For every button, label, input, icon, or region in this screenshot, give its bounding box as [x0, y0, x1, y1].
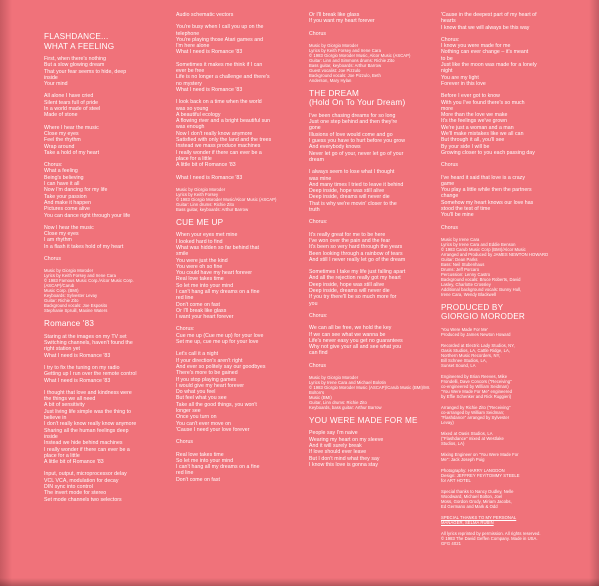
lyrics-column-1: [44, 32, 164, 509]
lyric-stanza: You're busy when I call you up on the telephone You're playing those Atari games and I'm here alone What I need is Romance '83: [176, 24, 264, 56]
lyric-stanza: Or I'll break like glass If you want my heart forever: [309, 12, 375, 25]
lyric-stanza: Audio schematic vectors: [176, 12, 234, 18]
lyric-stanza: Sometimes I take my life just falling apart And all the rejection really got my heart Deep inside, hope was still alive Deep inside, dreams will never die If you try there'll be so much more for you: [309, 269, 406, 307]
song-title: THE DREAM (Hold On To Your Dream): [309, 88, 406, 108]
lyric-stanza: Before I ever got to know With you I've found there's so much more More than the love we make It's the feelings we've grown We're just a woman and a man We'll make mistakes like we all can But through it all, you'll see By your side I will be Growing closer to you each passing day: [441, 93, 535, 156]
lyric-stanza: Staring at the images on my TV set Switching channels, haven't found the right station yet What I need is Romance '83: [44, 333, 133, 359]
lyric-stanza: We can all be free, we hold the key If we can see what we wanna be Life's never easy you get no guarantees Why not give your all and see what you can find: [309, 325, 403, 357]
lyrics-column-3: [309, 12, 434, 474]
lyric-stanza: I always seem to lose what I thought was mine And many times I tried to leave it behind Deep inside, hope was still alive Deep inside, dreams will never die That is why we're movin' closer to the truth: [309, 169, 404, 214]
lyric-stanza: People say I'm naive Wearing my heart on my sleeve And it will surely break If love should ever leave But I don't mind what they say I know this love is gonna stay: [309, 430, 384, 468]
song-credits: All lyrics reprinted by permission. All rights reserved. © 1983 The David Geffen Company. Made in USA. GFG 4021: [441, 530, 541, 546]
lyric-stanza: 'Cause in the deepest part of my heart of hearts I know that we will always be this way: [441, 12, 537, 31]
song-credits: Mixing Engineer on "You Were Made For Me": Jack Joseph Puig: [441, 451, 519, 462]
lyric-stanza: Chorus: Cue me up (Cue me up) for your love Set me up, cue me up for your love: [176, 326, 264, 346]
lyric-stanza: Chorus: [309, 30, 327, 37]
lyric-stanza: Chorus:: [309, 219, 328, 226]
song-credits: Music by Giorgio Moroder Lyrics by Keith Forsey © 1983 Giorgio Moroder Music/Alcor Music (ASCAP) Guitar: Linn drums: Richie Zito Bass guitar, keyboards: Arthur Barrow: [176, 186, 277, 212]
lyric-stanza: I look back on a time when the world was so young A beautiful ecology A flowing river and a bright beautiful sun was enough Now I don't really know anymore Satisfied with only the land and the trees Instead we mass produce machines I really wonder if there can ever be a place for a little A little bit of Romance '83: [176, 99, 272, 169]
lyric-stanza: I thought that love and kindness were the things we all need A bit of sensitivity Just living life simple was the thing to believe in I don't really know really know anymore Sharing all the human feelings deep inside Instead we hide behind machines I really wonder if there can ever be a place for a little A little bit of Romance '83: [44, 389, 137, 466]
lyric-stanza: What I need is Romance '83: [176, 174, 243, 181]
song-credits: Special thanks to Nancy Dudley, Nelle Woodward, Michael Bolton, Joel Moss, Gordon Grody, Miriam Jacobs, Ed Germano and Mark & Odd: [441, 488, 514, 509]
song-title: Romance '83: [44, 319, 95, 329]
song-credits: Arranged by Richie Zito ("Receiving" co-arranged by William Seidman; "Flashdance" arranged by Sylvester Levay): [441, 404, 511, 425]
special-thanks: SPECIAL THANKS TO MY PERSONAL MANAGER, SELMA RUBIN: [441, 514, 517, 525]
bottom-edge-shadow: [0, 578, 599, 586]
lyric-stanza: Chorus: [44, 256, 62, 263]
song-credits: Photography: HARRY LANGDON Design: JEFFREY FEY/TOMMY STEELE for ART HOTEL: [441, 467, 520, 483]
song-credits: 'You Were Made For Me' Produced by James Newton Howard: [441, 326, 511, 337]
lyric-stanza: Let's call it a night If your direction's aren't right And ever so politely say our goodbyes There's more to be gained If you stop playing games I would give my heart forever Do what you feel But feel what you see Take all the good things, you won't longer see Once you turn on You can't ever move on 'Cause I need your love forever: [176, 351, 266, 433]
song-credits: Recorded at Electric Lady Studios, NY, Oasis Studios, LA, Cattle Ridge, LA, Northern Music Recorders, NY, Bill Schnee Studios, LA, Sunset Sound, LA: [441, 342, 515, 368]
lyric-stanza: Chorus:: [309, 312, 328, 319]
song-credits: Music by Giorgio Moroder Lyrics by Keith Forsey and Irene Cara © 1983 Giorgio Moroder Music, Alcor Music (ASCAP) Guitar: Linn and Simmons drums: Richie Zito Bass guitar, keyboards: Arthur Barrow Guest vocalist: Joe Pizzulo Background vocals: Joe Pizzulo, Beth Anderson, Mary Hylan: [309, 42, 411, 83]
song-title: FLASHDANCE... WHAT A FEELING: [44, 32, 115, 51]
lyric-stanza: Chorus: I know you were made for me Nothing can ever change – it's meant to be Just like the moon was made for a lonely night You are my light Forever in this love: [441, 36, 537, 87]
song-title: PRODUCED BY GIORGIO MORODER: [441, 302, 525, 322]
song-credits: Mixed at Oasis Studios, LA ("Flashdance" mixed at Westlake Studios, LA): [441, 430, 504, 446]
lyrics-column-2: [176, 12, 296, 489]
lyric-stanza: All alone I have cried Silent tears full of pride In a world made of steel Made of stone: [44, 93, 101, 119]
lyric-stanza: When your eyes met mine I looked hard to find What was hidden so far behind that smile You were just the kind You were oh so fine You could have my heart forever Real love takes time So let me into your mind I can't hang all my dreams on a fine red line Don't come on fast Or I'll break like glass I want your heart forever: [176, 232, 260, 321]
lyric-stanza: Chorus: [176, 439, 194, 446]
song-title: CUE ME UP: [176, 217, 224, 227]
lyric-stanza: Real love takes time So let me into your mind I can't hang all my dreams on a fine red line Don't come on fast: [176, 451, 260, 483]
lyric-stanza: Chorus: What a feeling Being's believing I can have it all Now I'm dancing for my life Take your passion And make it happen Pictures come alive You can dance right through your life: [44, 162, 131, 219]
lyric-stanza: First, when there's nothing But a slow glowing dream That your fear seems to hide, deep inside Your mind: [44, 56, 127, 88]
song-credits: Music by Irene Cara Lyrics by Irene Cara and Eddie Benson © 1983 Carub Music Corp (BMI)/Alcor Music Arranged and Produced by JAMES NEWTON HOWARD Guitar: Dean Parks Bass: Neil Stubenhaus Drums: Jeff Porcaro Percussion: Lenny Castro Background vocals: Bruce Roberts, David Lasley, Charlotte Crossley Additional background vocals: Bunny Hull, Irene Cara, Wendy Blackwell: [441, 236, 549, 297]
lyric-stanza: Chorus: [441, 162, 459, 169]
song-credits: Music by Giorgio Moroder Lyrics by Keith Forsey and Irene Cara © 1983 Famous Music Corp./Alcor Music Corp. (ASCAP)/Carub Music Corp. (BMI) Keyboards: Sylvester Levay Guitar: Richie Zito Background vocals: Joe Esposito Stephanie Spruill, Maxine Waters: [44, 268, 134, 314]
lyric-stanza: I try to fix the tuning on my radio Getting up I run over the remote control What I need is Romance '83: [44, 365, 137, 384]
lyric-stanza: Input, output, microprocessor delay VCL VCA, modulation for decay DIN sync into control The invert mode for stereo Set mode channels two selectors: [44, 471, 127, 503]
lyric-stanza: Chorus: [309, 362, 327, 369]
song-title: YOU WERE MADE FOR ME: [309, 415, 418, 425]
lyric-stanza: Chorus: [441, 224, 459, 231]
lyric-stanza: It's really great for me to be here I've won over the pain and the fear It's been so very hard through the years Been looking through a rainbow of tears And still I never really let go of the dream: [309, 231, 406, 263]
lyric-stanza: I've been chasing dreams for so long Just one step behind and then they're gone Illusions of love would come and go I guess you have to hurt before you grow And everybody knows Never let go of your, never let go of your dream: [309, 112, 406, 163]
left-edge-shadow: [0, 0, 12, 586]
lyric-stanza: I've heard it said that love is a crazy game You play a little while then the partners change Somehow my heart knows our love has stood the test of time You'll be mine: [441, 174, 534, 219]
lyric-stanza: Where I hear the music Close my eyes Feel the rhythm Wrap around Take a hold of my heart: [44, 124, 100, 156]
lyric-stanza: Now I hear the music Close my eyes I am rhythm In a flash it takes hold of my heart: [44, 224, 124, 250]
song-credits: Engineered by Brian Reeves, Mike Frondelli, Dave Concors ("Receiving" co-engineered by William Seidman) "You Were Made For Me" engineered by Effie Schenker and Rick Ruggieri): [441, 373, 512, 399]
credits-column-4: [441, 12, 561, 552]
right-edge-shadow: [589, 0, 599, 586]
song-credits: Music by Giorgio Moroder Lyrics by Irene Cara and Michael Bolotin © 1983 Giorgio Moroder Music (ASCAP)/Carub Music (BMI)/Mr. Bolton's Music (BMI) Guitar, Linn drums: Richie Zito Keyboards, bass guitar: Arthur Barrow: [309, 374, 431, 410]
lyric-stanza: Sometimes it makes me think if I can ever be free Life is no longer a challenge and there's no mystery What I need is Romance '83: [176, 61, 270, 93]
